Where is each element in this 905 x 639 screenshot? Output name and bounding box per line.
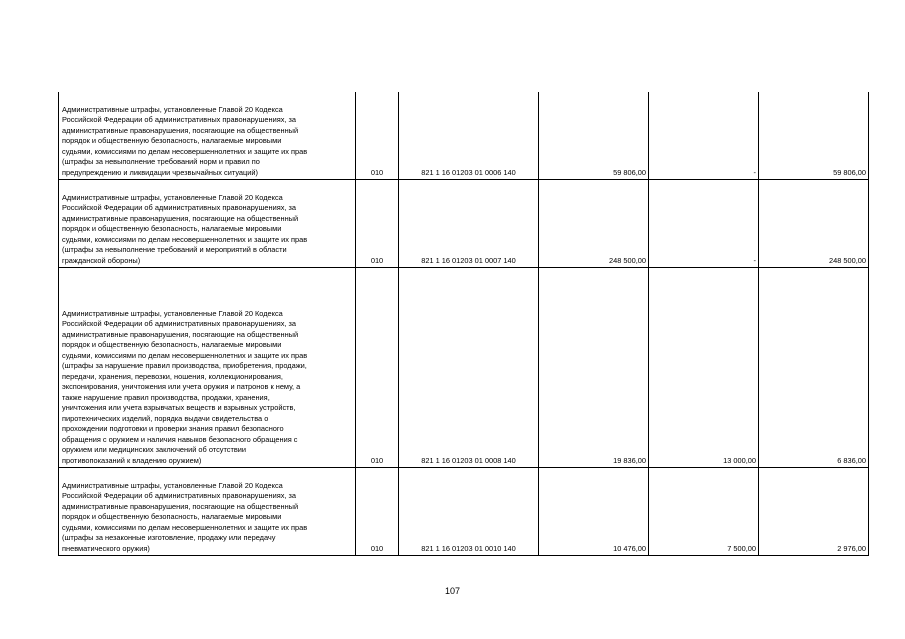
row-approved-amount: 19 836,00 bbox=[539, 268, 649, 468]
row-remaining-amount: 59 806,00 bbox=[759, 92, 869, 180]
row-executed-amount: 7 500,00 bbox=[649, 468, 759, 556]
row-line-code: 010 bbox=[356, 268, 399, 468]
row-kbk-code: 821 1 16 01203 01 0007 140 bbox=[399, 180, 539, 268]
row-kbk-code: 821 1 16 01203 01 0010 140 bbox=[399, 468, 539, 556]
row-remaining-amount: 2 976,00 bbox=[759, 468, 869, 556]
table-row bbox=[59, 468, 869, 556]
row-executed-amount: 13 000,00 bbox=[649, 268, 759, 468]
row-kbk-code: 821 1 16 01203 01 0006 140 bbox=[399, 92, 539, 180]
page-number: 107 bbox=[444, 586, 461, 596]
row-description: Административные штрафы, установленные Главой 20 Кодекса Российской Федерации об административных правонарушениях, за административные правонарушения, посягающие на общественный порядок и общественную безопасность, налагаемые мировыми судьями, комиссиями по делам несовершеннолетних и защите их прав (штрафы за невыполнение требований норм и правил по предупреждению и ликвидации чрезвычайных ситуаций) bbox=[59, 92, 356, 180]
table-row bbox=[59, 268, 869, 468]
row-kbk-code: 821 1 16 01203 01 0008 140 bbox=[399, 268, 539, 468]
row-description: Административные штрафы, установленные Главой 20 Кодекса Российской Федерации об административных правонарушениях, за административные правонарушения, посягающие на общественный порядок и общественную безопасность, налагаемые мировыми судьями, комиссиями по делам несовершеннолетних и защите их прав (штрафы за незаконные изготовление, продажу или передачу пневматического оружия) bbox=[59, 468, 356, 556]
row-line-code: 010 bbox=[356, 180, 399, 268]
table-row bbox=[59, 92, 869, 180]
row-line-code: 010 bbox=[356, 92, 399, 180]
row-remaining-amount: 248 500,00 bbox=[759, 180, 869, 268]
row-approved-amount: 248 500,00 bbox=[539, 180, 649, 268]
row-executed-amount: - bbox=[649, 92, 759, 180]
row-line-code: 010 bbox=[356, 468, 399, 556]
row-approved-amount: 10 476,00 bbox=[539, 468, 649, 556]
row-approved-amount: 59 806,00 bbox=[539, 92, 649, 180]
row-description: Административные штрафы, установленные Главой 20 Кодекса Российской Федерации об административных правонарушениях, за административные правонарушения, посягающие на общественный порядок и общественную безопасность, налагаемые мировыми судьями, комиссиями по делам несовершеннолетних и защите их прав (штрафы за невыполнение требований и мероприятий в области гражданской обороны) bbox=[59, 180, 356, 268]
table-row bbox=[59, 180, 869, 268]
revenue-table bbox=[58, 92, 869, 556]
row-executed-amount: - bbox=[649, 180, 759, 268]
row-description: Административные штрафы, установленные Главой 20 Кодекса Российской Федерации об административных правонарушениях, за административные правонарушения, посягающие на общественный порядок и общественную безопасность, налагаемые мировыми судьями, комиссиями по делам несовершеннолетних и защите их прав (штрафы за нарушение правил производства, приобретения, продажи, передачи, хранения, перевозки, ношения, коллекционирования, экспонирования, уничтожения или учета оружия и патронов к нему, а также нарушение правил производства, продажи, хранения, уничтожения или учета взрывчатых веществ и взрывных устройств, пиротехнических изделий, порядка выдачи свидетельства о прохождении подготовки и проверки знания правил безопасного обращения с оружием и наличия навыков безопасного обращения с оружием или медицинских заключений об отсутствии противопоказаний к владению оружием) bbox=[59, 268, 356, 468]
row-remaining-amount: 6 836,00 bbox=[759, 268, 869, 468]
